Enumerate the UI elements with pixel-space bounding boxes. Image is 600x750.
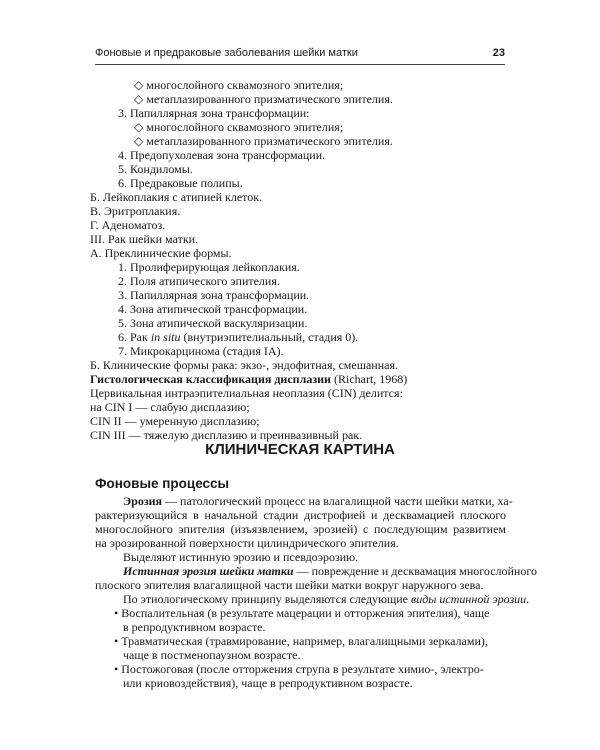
section-v: В. Эритроплакия. [90, 204, 181, 218]
section-g: Г. Аденоматоз. [90, 218, 166, 232]
clinical-forms: Б. Клинические формы рака: экзо-, эндофитная, смешанная. [90, 358, 398, 372]
subsection-heading: Фоновые процессы [95, 476, 230, 491]
list-item: 4. Предопухолевая зона трансформации. [118, 148, 326, 162]
list-item: 3. Папиллярная зона трансформации. [118, 288, 310, 302]
list-item: 5. Зона атипической васкуляризации. [118, 316, 308, 330]
list-item: 6. Рак in situ (внутриэпителиальный, стадия 0). [118, 330, 359, 344]
section-heading: КЛИНИЧЕСКАЯ КАРТИНА [205, 441, 395, 458]
bullet-item: • Постожоговая (после отторжения струпа в результате химио-, электро- [114, 662, 484, 676]
list-item: 2. Поля атипического эпителия. [118, 274, 280, 288]
paragraph-line: на эрозированной поверхности цилиндрического эпителия. [95, 536, 399, 550]
list-item: 6. Предраковые полипы. [118, 176, 243, 190]
paragraph-line: Истинная эрозия шейки матки — повреждение и десквамация многослойного [123, 564, 537, 578]
list-item: 1. Пролиферирующая лейкоплакия. [118, 260, 300, 274]
paragraph-line: Выделяют истинную эрозию и псевдоэрозию. [123, 550, 359, 564]
list-item: 3. Папиллярная зона трансформации: [118, 106, 310, 120]
bullet-item: • Воспалительная (в результате мацерации и отторжения эпителия), чаще [114, 606, 490, 620]
paragraph-line: По этиологическому принципу выделяются следующие виды истинной эрозии. [123, 592, 530, 606]
bullet-icon: • [114, 662, 119, 676]
list-item: ◇ многослойного сквамозного эпителия; [134, 78, 344, 92]
bullet-continuation: в репродуктивном возрасте. [123, 620, 266, 634]
section-b: Б. Лейкоплакия с атипией клеток. [90, 190, 263, 204]
bullet-continuation: чаще в постменопаузном возрасте. [123, 648, 301, 662]
header-rule [95, 64, 505, 65]
list-item: на CIN I — слабую дисплазию; [90, 400, 250, 414]
section-a: А. Преклинические формы. [90, 246, 232, 260]
running-header-title: Фоновые и предраковые заболевания шейки матки [95, 47, 358, 59]
list-item: 7. Микрокарцинома (стадия IA). [118, 344, 284, 358]
section-iii: III. Рак шейки матки. [90, 232, 199, 246]
paragraph-line: многослойного эпителия (изъязвлением, эрозией) с последующим развитием [95, 522, 506, 536]
list-item: 5. Кондиломы. [118, 162, 193, 176]
bullet-item: • Травматическая (травмирование, например, влагалищными зеркалами), [114, 634, 488, 648]
paragraph-line: плоского эпителия влагалищной части шейки матки вокруг наружного зева. [95, 578, 484, 592]
list-item: ◇ метаплазированного призматического эпителия. [134, 92, 393, 106]
list-item: 4. Зона атипической трансформации. [118, 302, 308, 316]
list-item: ◇ метаплазированного призматического эпителия. [134, 134, 393, 148]
histo-classification: Гистологическая классификация дисплазии (Richart, 1968) [90, 372, 408, 386]
paragraph-line: Эрозия — патологический процесс на влагалищной части шейки матки, ха- [123, 494, 513, 508]
list-item: CIN III — тяжелую дисплазию и преинвазивный рак. [90, 428, 363, 442]
list-item: CIN II — умеренную дисплазию; [90, 414, 260, 428]
paragraph-line: рактеризующийся в начальной стадии дистрофией и десквамацией плоского [95, 508, 506, 522]
page-number: 23 [492, 47, 505, 59]
cin-intro: Цервикальная интраэпителиальная неоплазия (CIN) делится: [90, 386, 403, 400]
bullet-icon: • [114, 606, 119, 620]
bullet-icon: • [114, 634, 119, 648]
bullet-continuation: или криовоздействия), чаще в репродуктивном возрасте. [123, 676, 413, 690]
list-item: ◇ многослойного сквамозного эпителия; [134, 120, 344, 134]
running-header [95, 47, 505, 63]
